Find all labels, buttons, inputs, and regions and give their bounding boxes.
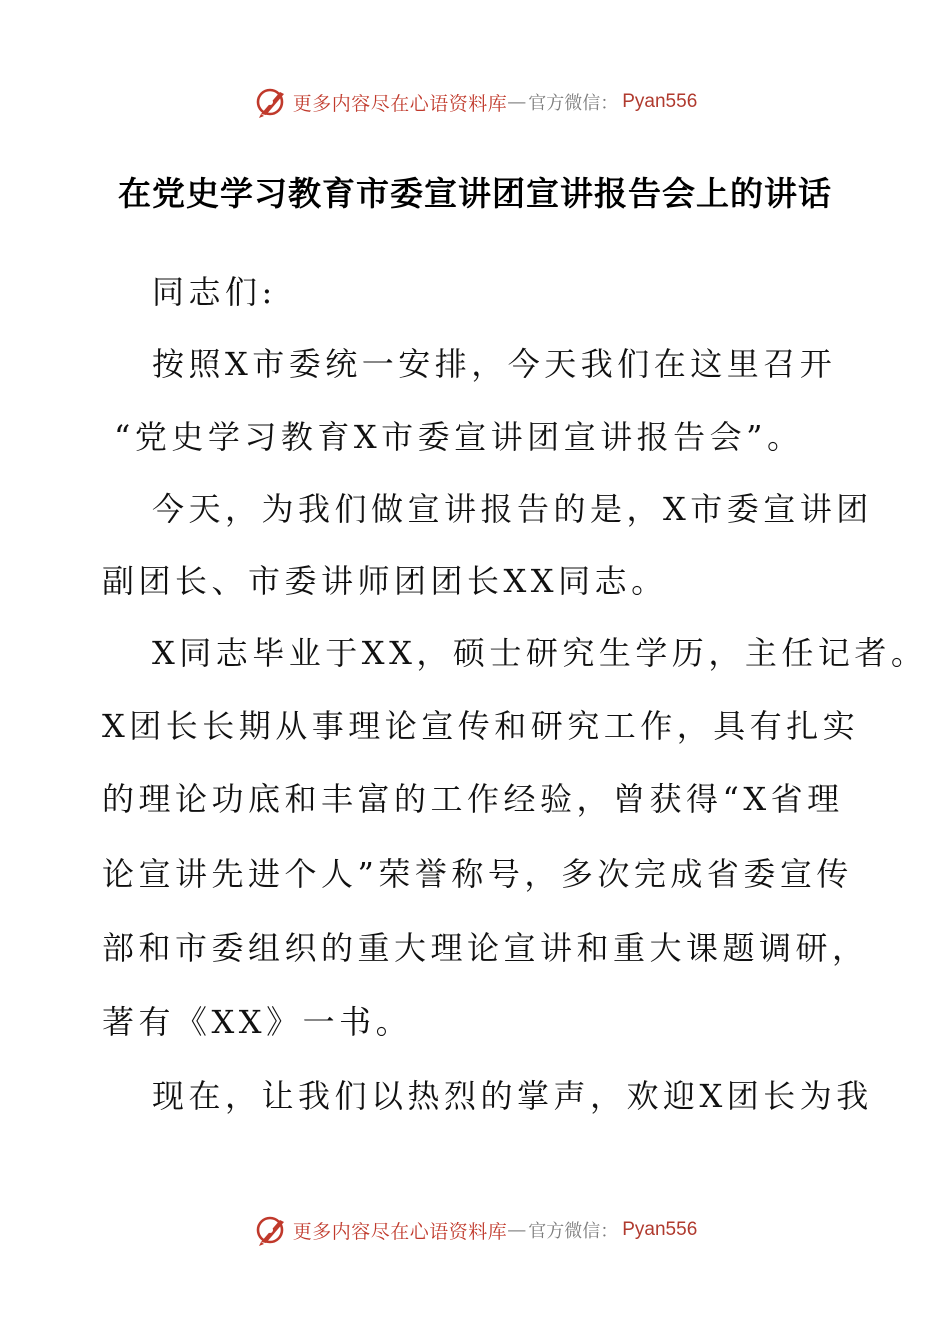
body-line: 著有《XX》一书。 (102, 1003, 413, 1041)
banner-wechat-id: Pyan556 (622, 1219, 698, 1240)
banner-separator: — (507, 1219, 527, 1241)
pen-logo-icon (253, 84, 289, 120)
body-line: 论宣讲先进个人”荣誉称号，多次完成省委宣传 (102, 855, 853, 893)
banner-wechat-id: Pyan556 (622, 91, 698, 112)
body-line: 按照X市委统一安排，今天我们在这里召开 (152, 345, 837, 383)
body-line: 部和市委组织的重大理论宣讲和重大课题调研， (102, 929, 869, 967)
header-banner (0, 80, 950, 124)
pen-logo-icon (253, 1212, 289, 1248)
body-line: 现在，让我们以热烈的掌声，欢迎X团长为我 (152, 1077, 873, 1115)
document-title: 在党史学习教育市委宣讲团宣讲报告会上的讲话 (118, 174, 832, 213)
banner-wechat-label: 官方微信： (528, 93, 619, 114)
banner-text: 更多内容尽在心语资料库 (292, 1220, 508, 1243)
body-line: 同志们: (152, 273, 277, 311)
body-line: X团长长期从事理论宣传和研究工作，具有扎实 (102, 707, 860, 745)
banner-text: 更多内容尽在心语资料库 (292, 92, 508, 115)
footer-banner (0, 1208, 950, 1252)
body-line: X同志毕业于XX，硕士研究生学历，主任记者。 (152, 634, 928, 672)
body-line: 的理论功底和丰富的工作经验，曾获得“X省理 (102, 780, 844, 818)
banner-wechat-label: 官方微信： (528, 1221, 619, 1242)
body-line: 副团长、市委讲师团团长XX同志。 (102, 562, 668, 600)
body-line: “党史学习教育X市委宣讲团宣讲报告会”。 (114, 418, 804, 456)
body-line: 今天，为我们做宣讲报告的是，X市委宣讲团 (152, 490, 873, 528)
banner-separator: — (507, 91, 527, 113)
